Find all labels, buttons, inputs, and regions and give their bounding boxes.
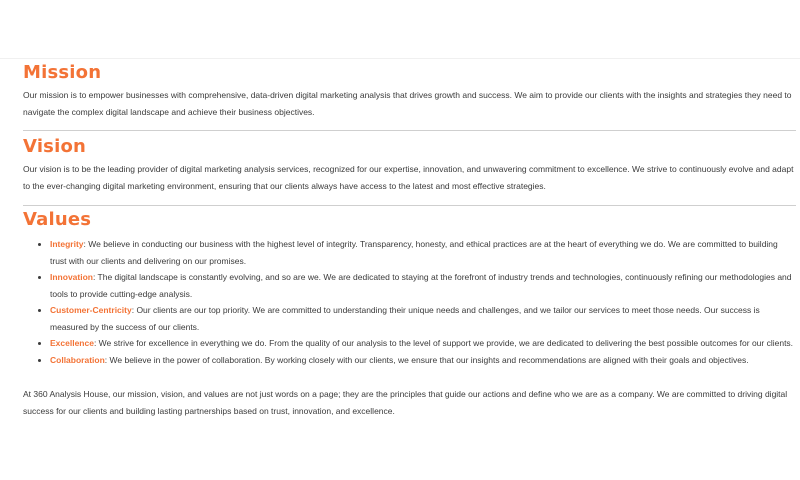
value-description: : Our clients are our top priority. We are committed to understanding their unique needs and challenges, and we tailor our services to meet those needs. Our success is measured by the success of our clients. <box>50 305 760 332</box>
value-name: Collaboration <box>50 354 105 365</box>
value-description: : We strive for excellence in everything we do. From the quality of our analysis to the level of support we provide, we are dedicated to delivering the best possible outcomes for our clients. <box>93 338 794 348</box>
closing-paragraph: At 360 Analysis House, our mission, vision, and values are not just words on a page; they are the principles that guide our actions and define who we are as a company. We are committed to driving digital success for our clients and building lasting partnerships based on trust, innovation, and excellence. <box>23 389 788 416</box>
value-name: Customer-Centricity <box>50 305 132 315</box>
section-divider <box>23 205 796 206</box>
vision-text: Our vision is to be the leading provider of digital marketing analysis services, recognized for our expertise, innovation, and unwavering commitment to excellence. We strive to continuously evolve and adapt to the ever-changing digital marketing environment, ensuring that our clients always have access to the latest and most effective strategies. <box>23 164 794 191</box>
top-blank-header-area <box>0 0 800 59</box>
value-name: Integrity <box>50 239 84 249</box>
value-item-excellence <box>50 335 796 352</box>
value-item-innovation <box>50 269 796 302</box>
value-name: Innovation <box>50 272 93 282</box>
values-heading: Values <box>23 209 92 230</box>
value-description: : The digital landscape is constantly evolving, and so are we. We are dedicated to staying at the forefront of industry trends and technologies, continuously refining our methodologies and tools to provide cutting-edge analysis. <box>50 272 792 299</box>
vision-section <box>23 136 796 195</box>
value-item-customer-centricity <box>50 302 796 335</box>
values-list <box>23 236 796 368</box>
vision-heading: Vision <box>23 136 87 157</box>
value-description: : We believe in conducting our business with the highest level of integrity. Transparency, honesty, and ethical practices are at the heart of everything we do. We are committed to building trust with our clients and delivering on our promises. <box>50 239 778 266</box>
values-section <box>23 209 796 368</box>
value-description: : We believe in the power of collaboration. By working closely with our clients, we ensure that our insights and recommendations are aligned with their goals and objectives. <box>104 354 749 365</box>
mission-heading: Mission <box>23 62 102 83</box>
value-name: Excellence <box>50 338 94 348</box>
value-item-collaboration <box>50 352 796 369</box>
value-item-integrity <box>50 236 796 269</box>
mission-section <box>23 62 796 121</box>
section-divider <box>23 130 796 131</box>
mission-text: Our mission is to empower businesses with comprehensive, data-driven digital marketing analysis that drives growth and success. We aim to provide our clients with the insights and strategies they need to navigate the complex digital landscape and achieve their business objectives. <box>23 90 792 117</box>
